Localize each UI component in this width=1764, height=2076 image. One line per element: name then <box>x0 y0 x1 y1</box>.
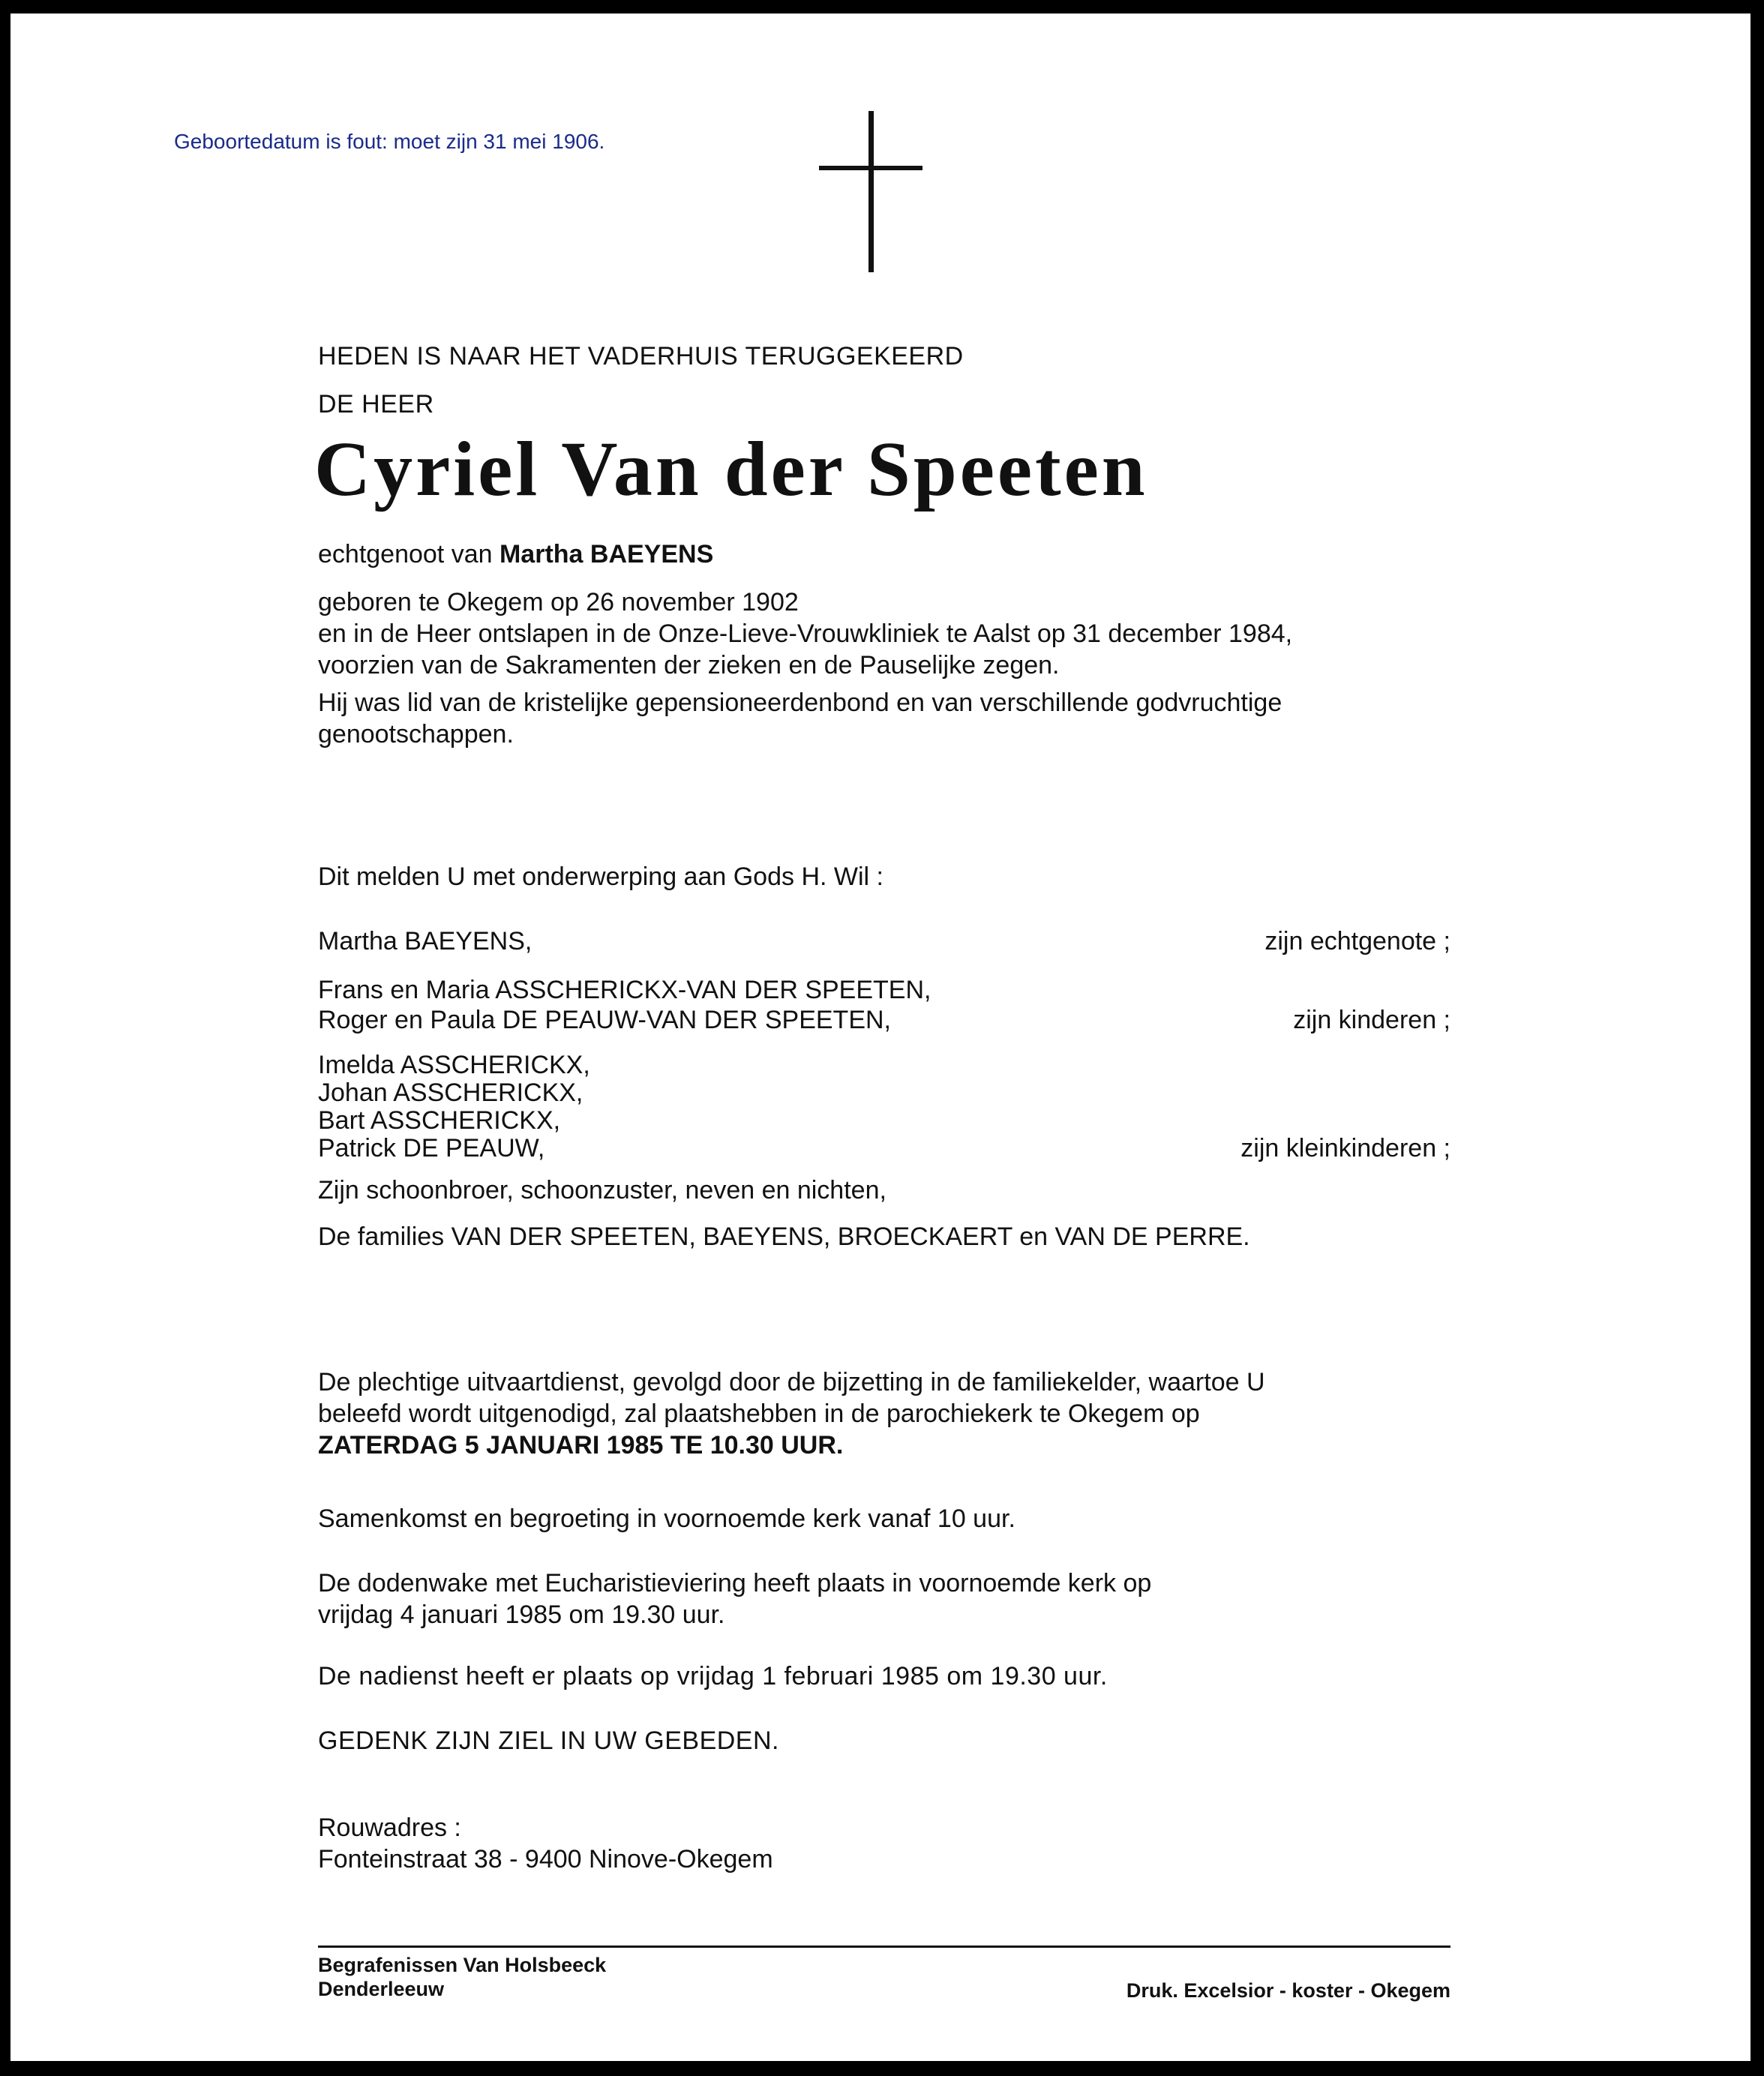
funeral-date: ZATERDAG 5 JANUARI 1985 TE 10.30 UUR. <box>318 1431 844 1460</box>
undertaker <box>318 1953 606 2001</box>
sacraments-line: voorzien van de Sakramenten der zieken en de Pauselijke zegen. <box>318 651 1060 680</box>
family-relation: zijn kinderen ; <box>1293 1006 1450 1034</box>
family-name: Imelda ASSCHERICKX, <box>318 1051 590 1079</box>
family-name: Frans en Maria ASSCHERICKX-VAN DER SPEETEN, <box>318 976 932 1004</box>
birth-line: geboren te Okegem op 26 november 1902 <box>318 588 799 616</box>
membership-line-1: Hij was lid van de kristelijke gepensioneerdenbond en van verschillende godvruchtige <box>318 688 1282 717</box>
family-relation: zijn kleinkinderen ; <box>1240 1134 1450 1162</box>
printer: Druk. Excelsior - koster - Okegem <box>1126 1979 1450 2002</box>
after-service-line: De nadienst heeft er plaats op vrijdag 1 februari 1985 om 19.30 uur. <box>318 1662 1108 1690</box>
address-value: Fonteinstraat 38 - 9400 Ninove-Okegem <box>318 1845 773 1874</box>
life-details <box>318 586 1450 681</box>
membership-line-2: genootschappen. <box>318 720 514 748</box>
funeral-line-2: beleefd wordt uitgenodigd, zal plaatshebben in de parochiekerk te Okegem op <box>318 1400 1200 1428</box>
family-name: Patrick DE PEAUW, <box>318 1134 545 1162</box>
intro-line: HEDEN IS NAAR HET VADERHUIS TERUGGEKEERD <box>318 342 964 370</box>
family-name: Bart ASSCHERICKX, <box>318 1106 561 1135</box>
family-name: Martha BAEYENS, <box>318 927 532 956</box>
families-line: De families VAN DER SPEETEN, BAEYENS, BROECKAERT en VAN DE PERRE. <box>318 1222 1250 1251</box>
family-row-children <box>318 975 1450 1035</box>
funeral-details <box>318 1366 1450 1461</box>
gathering-line: Samenkomst en begroeting in voornoemde kerk vanaf 10 uur. <box>318 1504 1016 1533</box>
family-row-spouse <box>318 927 1450 956</box>
wake-line-2: vrijdag 4 januari 1985 om 19.30 uur. <box>318 1600 725 1629</box>
family-relation: zijn echtgenote ; <box>1264 927 1450 956</box>
announcement-line: Dit melden U met onderwerping aan Gods H. Wil : <box>318 862 884 891</box>
address-block <box>318 1812 1450 1875</box>
in-laws-line: Zijn schoonbroer, schoonzuster, neven en nichten, <box>318 1176 886 1204</box>
family-name: Roger en Paula DE PEAUW-VAN DER SPEETEN, <box>318 1006 892 1034</box>
family-name: Johan ASSCHERICKX, <box>318 1078 584 1107</box>
membership <box>318 687 1450 750</box>
undertaker-line-2: Denderleeuw <box>318 1978 445 2000</box>
funeral-line-1: De plechtige uitvaartdienst, gevolgd door de bijzetting in de familiekelder, waartoe U <box>318 1368 1265 1396</box>
wake-line-1: De dodenwake met Eucharistieviering heeft plaats in voornoemde kerk op <box>318 1569 1152 1598</box>
spouse-prefix: echtgenoot van <box>318 540 493 568</box>
spouse-line <box>318 538 1450 570</box>
footer-divider <box>318 1946 1450 1948</box>
title-line: DE HEER <box>318 390 434 418</box>
deceased-name: Cyriel Van der Speeten <box>314 426 1148 512</box>
handwritten-note: Geboortedatum is fout: moet zijn 31 mei 1906. <box>174 130 605 153</box>
death-line: en in de Heer ontslapen in de Onze-Lieve-Vrouwkliniek te Aalst op 31 december 1984, <box>318 620 1293 648</box>
spouse-name: Martha BAEYENS <box>499 540 714 568</box>
wake-details <box>318 1568 1450 1630</box>
family-row-grandchildren <box>318 1052 1450 1162</box>
undertaker-line-1: Begrafenissen Van Holsbeeck <box>318 1954 607 1976</box>
page-sheet <box>10 14 1750 2061</box>
address-label: Rouwadres : <box>318 1814 461 1842</box>
remember-line: GEDENK ZIJN ZIEL IN UW GEBEDEN. <box>318 1726 779 1755</box>
